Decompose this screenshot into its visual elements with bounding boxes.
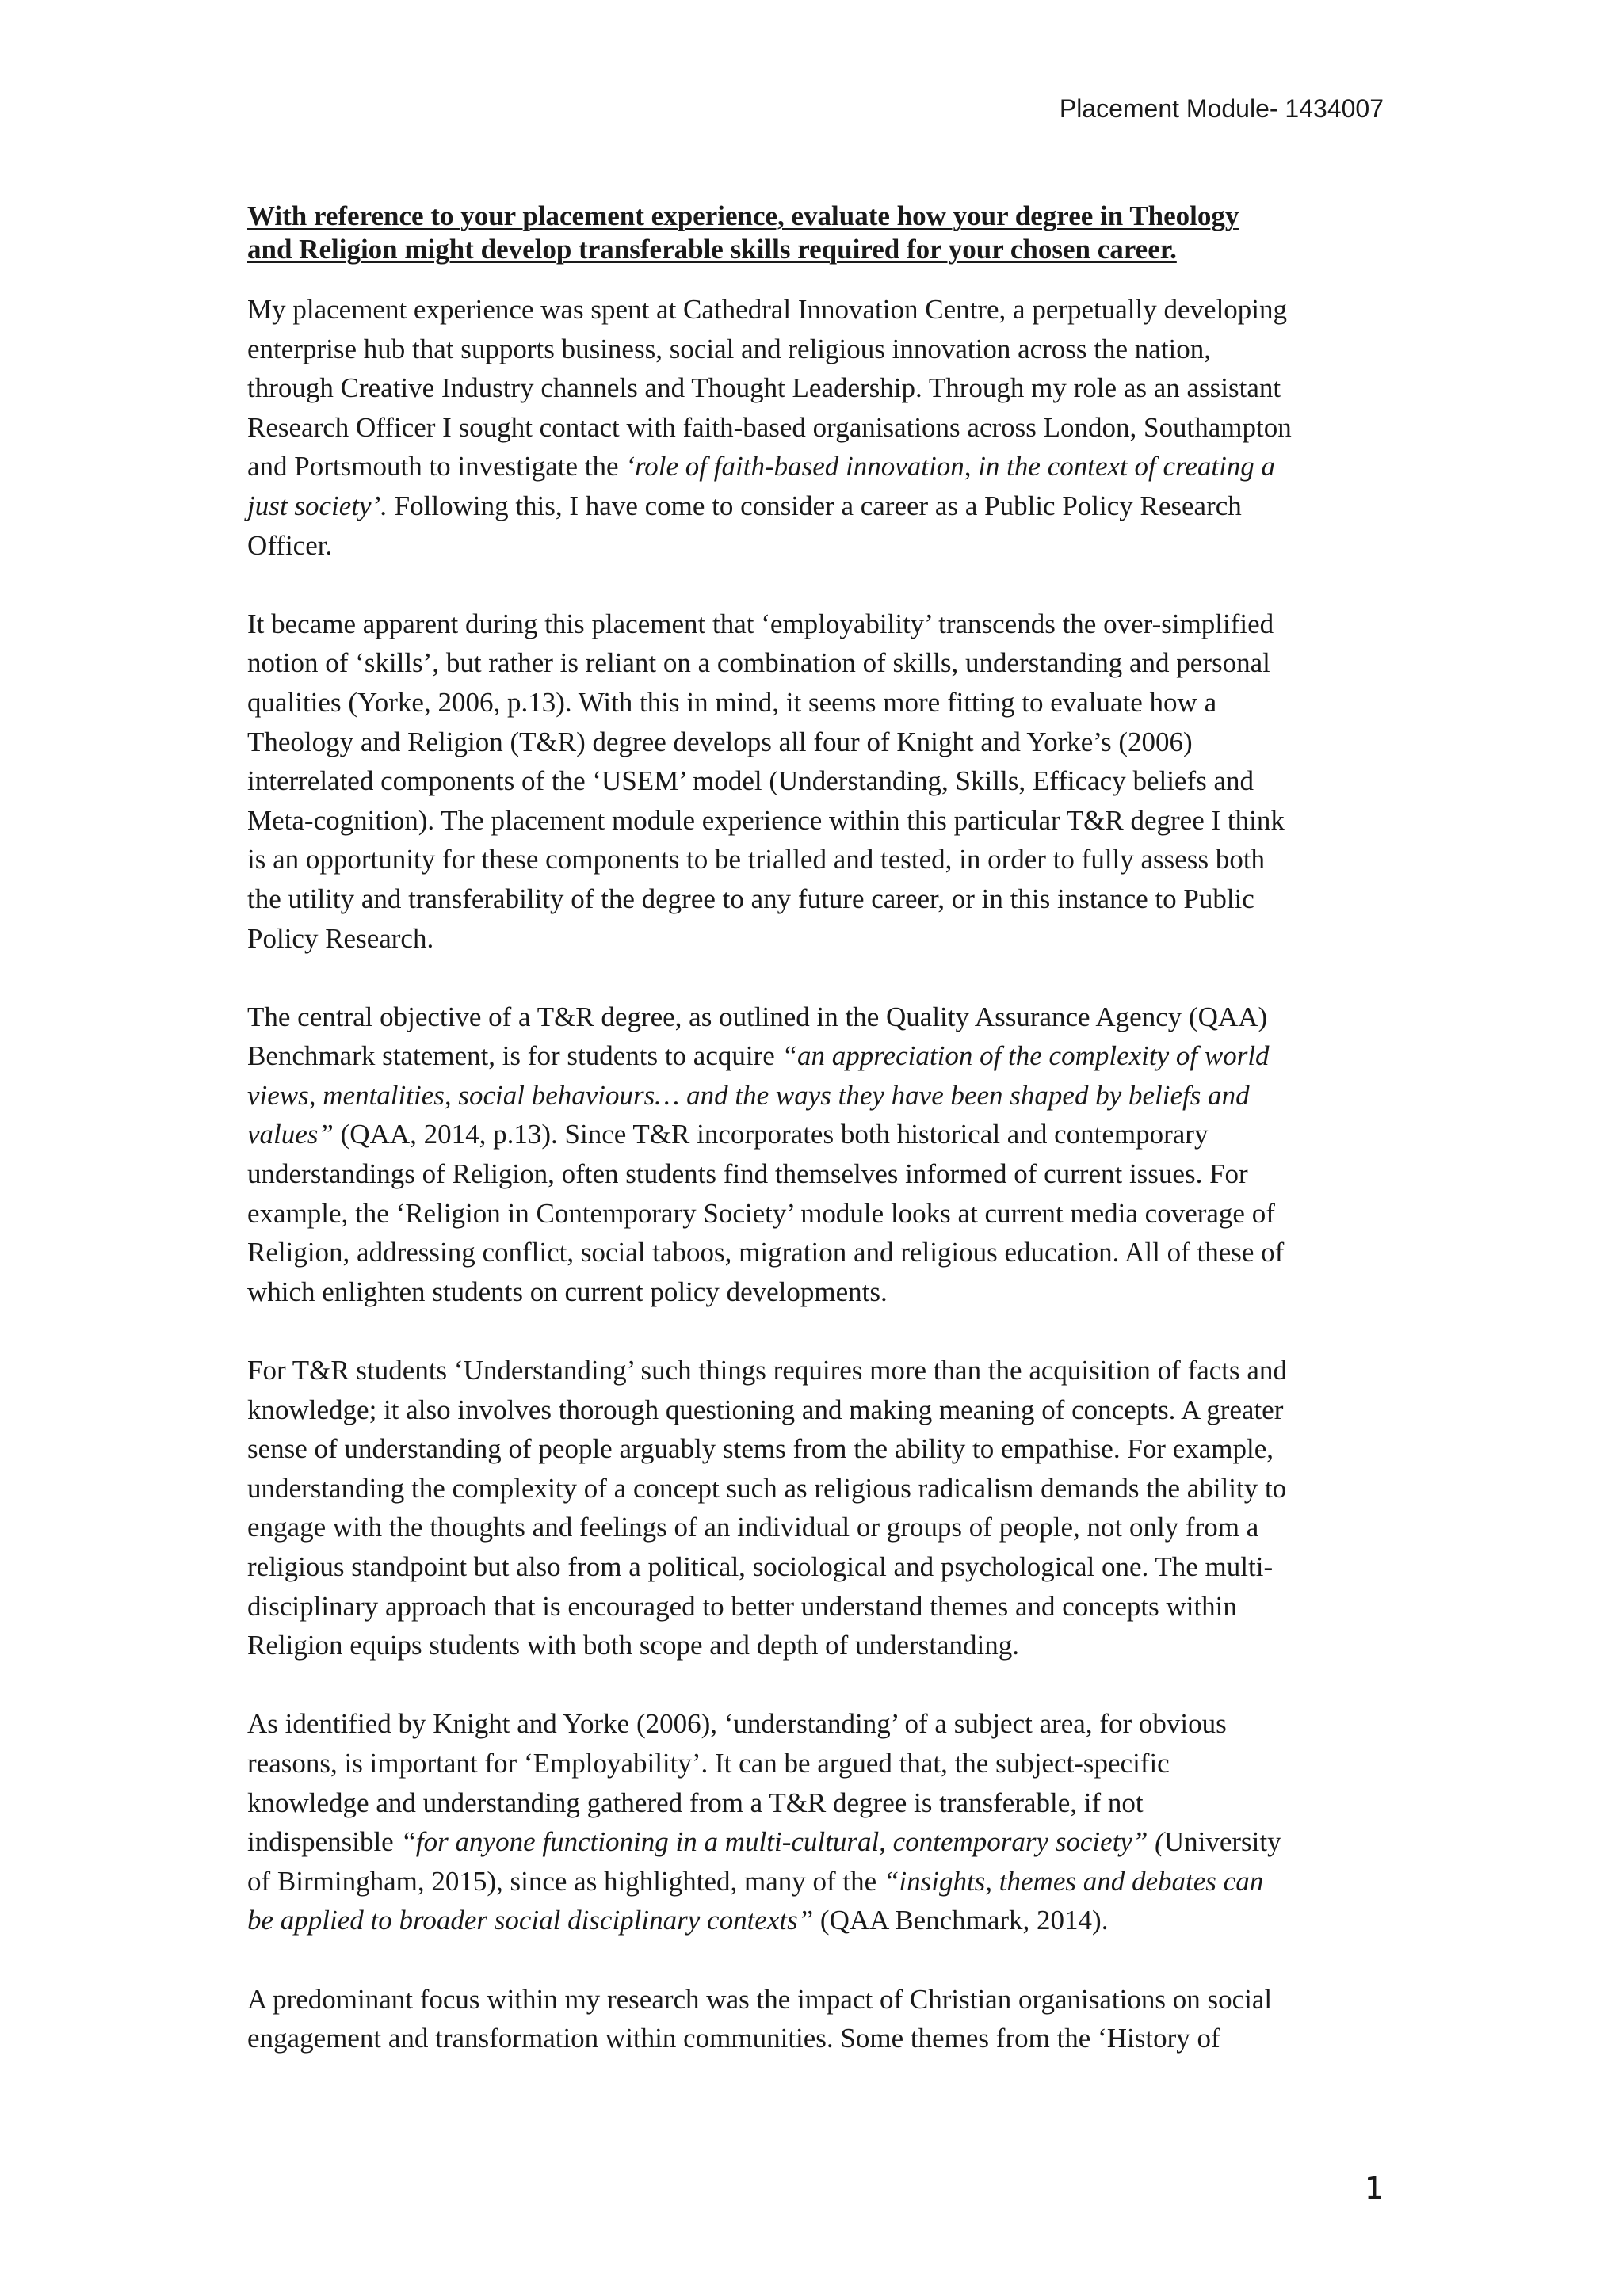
text-line xyxy=(247,723,1388,762)
text-line xyxy=(247,486,1388,526)
text-run: Religion equips students with both scope and depth of understanding. xyxy=(247,1630,1020,1661)
text-line xyxy=(247,879,1388,919)
italic-quote: “insights, themes and debates can xyxy=(883,1865,1264,1897)
text-run: which enlighten students on current policy developments. xyxy=(247,1276,888,1307)
text-run: reasons, is important for ‘Employability’. It can be argued that, the subject-specific xyxy=(247,1747,1170,1779)
paragraph xyxy=(247,605,1388,958)
text-run: religious standpoint but also from a political, sociological and psychological one. The multi- xyxy=(247,1551,1274,1582)
text-run: Officer. xyxy=(247,529,333,561)
text-run: Theology and Religion (T&R) degree develops all four of Knight and Yorke’s (2006) xyxy=(247,726,1193,757)
text-run: understandings of Religion, often students find themselves informed of current issues. For xyxy=(247,1158,1248,1190)
text-run: example, the ‘Religion in Contemporary Society’ module looks at current media coverage of xyxy=(247,1197,1275,1229)
text-run: through Creative Industry channels and Thought Leadership. Through my role as an assistant xyxy=(247,372,1281,404)
text-run: interrelated components of the ‘USEM’ model (Understanding, Skills, Efficacy beliefs and xyxy=(247,765,1254,797)
text-line xyxy=(247,290,1388,330)
text-run: sense of understanding of people arguably stems from the ability to empathise. For example, xyxy=(247,1433,1274,1465)
italic-quote: “an appreciation of the complexity of world xyxy=(781,1040,1270,1072)
text-run: University xyxy=(1163,1826,1281,1858)
text-line xyxy=(247,1901,1388,1940)
text-line xyxy=(247,1547,1388,1587)
paragraphs xyxy=(247,290,1388,2058)
text-run: engage with the thoughts and feelings of an individual or groups of people, not only from a xyxy=(247,1512,1259,1543)
text-run: understanding the complexity of a concept such as religious radicalism demands the ability to xyxy=(247,1472,1287,1504)
text-line xyxy=(247,605,1388,644)
text-run: Meta-cognition). The placement module experience within this particular T&R degree I think xyxy=(247,804,1285,836)
text-line xyxy=(247,1704,1388,1744)
text-run: Research Officer I sought contact with faith-based organisations across London, Southampton xyxy=(247,411,1292,443)
text-run: (QAA Benchmark, 2014). xyxy=(813,1905,1109,1936)
text-line xyxy=(247,1076,1388,1116)
text-line xyxy=(247,1115,1388,1154)
text-run: and Portsmouth to investigate the xyxy=(247,451,626,482)
text-run: Benchmark statement, is for students to acquire xyxy=(247,1040,782,1072)
text-run: It became apparent during this placement that ‘employability’ transcends the over-simplified xyxy=(247,608,1274,639)
italic-quote: just society’. xyxy=(247,490,388,521)
text-line xyxy=(247,1508,1388,1547)
italic-quote: “for anyone functioning in a multi-cultural, contemporary society” ( xyxy=(400,1826,1164,1858)
text-line xyxy=(247,1036,1388,1076)
running-header: Placement Module- 1434007 xyxy=(1059,94,1384,123)
text-run: Policy Research. xyxy=(247,922,434,954)
text-line xyxy=(247,1822,1388,1862)
text-line xyxy=(247,1862,1388,1901)
text-line xyxy=(247,526,1388,566)
text-line xyxy=(247,643,1388,683)
text-run: Religion, addressing conflict, social taboos, migration and religious education. All of these of xyxy=(247,1237,1285,1268)
text-run: knowledge and understanding gathered from a T&R degree is transferable, if not xyxy=(247,1787,1144,1818)
text-run: Following this, I have come to consider a career as a Public Policy Research xyxy=(387,490,1242,521)
text-line xyxy=(247,1744,1388,1783)
text-line xyxy=(247,1429,1388,1469)
text-line xyxy=(247,683,1388,723)
essay-title xyxy=(247,200,1388,266)
paragraph xyxy=(247,1351,1388,1665)
text-run: The central objective of a T&R degree, as outlined in the Quality Assurance Agency (QAA) xyxy=(247,1001,1268,1032)
text-line xyxy=(247,997,1388,1037)
italic-quote: ‘role of faith-based innovation, in the context of creating a xyxy=(625,451,1276,482)
italic-quote: values” xyxy=(247,1119,334,1150)
italic-quote: views, mentalities, social behaviours… and the ways they have been shaped by beliefs and xyxy=(247,1079,1250,1111)
text-line xyxy=(247,1587,1388,1627)
text-run: (QAA, 2014, p.13). Since T&R incorporates both historical and contemporary xyxy=(333,1119,1209,1150)
text-line xyxy=(247,1154,1388,1194)
text-run: disciplinary approach that is encouraged to better understand themes and concepts within xyxy=(247,1590,1237,1622)
text-run: of Birmingham, 2015), since as highlighted, many of the xyxy=(247,1865,884,1897)
paragraph xyxy=(247,290,1388,565)
text-run: notion of ‘skills’, but rather is reliant on a combination of skills, understanding and personal xyxy=(247,647,1270,679)
text-line xyxy=(247,1626,1388,1665)
page-number: 1 xyxy=(1364,2171,1384,2206)
text-run: For T&R students ‘Understanding’ such things requires more than the acquisition of facts and xyxy=(247,1355,1287,1386)
text-line xyxy=(247,840,1388,879)
text-line xyxy=(247,1980,1388,2019)
text-run: is an opportunity for these components to be trialled and tested, in order to fully assess both xyxy=(247,844,1266,875)
document-body xyxy=(247,200,1388,2097)
text-line xyxy=(247,1233,1388,1272)
text-line xyxy=(247,2019,1388,2058)
text-run: engagement and transformation within communities. Some themes from the ‘History of xyxy=(247,2023,1220,2054)
text-run: As identified by Knight and Yorke (2006), ‘understanding’ of a subject area, for obvious xyxy=(247,1708,1227,1740)
paragraph xyxy=(247,1704,1388,1940)
text-line xyxy=(247,1469,1388,1508)
text-line xyxy=(247,761,1388,801)
essay-title-line: and Religion might develop transferable skills required for your chosen career. xyxy=(247,234,1177,265)
italic-quote: be applied to broader social disciplinary contexts” xyxy=(247,1905,814,1936)
text-line xyxy=(247,801,1388,841)
text-run: the utility and transferability of the degree to any future career, or in this instance to Public xyxy=(247,883,1254,914)
text-line xyxy=(247,919,1388,959)
text-line xyxy=(247,447,1388,486)
paragraph xyxy=(247,1980,1388,2058)
paragraph xyxy=(247,997,1388,1312)
essay-title-line: With reference to your placement experience, evaluate how your degree in Theology xyxy=(247,200,1239,231)
text-line xyxy=(247,1351,1388,1390)
text-run: indispensible xyxy=(247,1826,401,1858)
text-line xyxy=(247,1194,1388,1234)
text-run: A predominant focus within my research was the impact of Christian organisations on social xyxy=(247,1983,1273,2015)
text-line xyxy=(247,408,1388,448)
text-line xyxy=(247,368,1388,408)
text-run: qualities (Yorke, 2006, p.13). With this in mind, it seems more fitting to evaluate how a xyxy=(247,686,1217,718)
text-run: enterprise hub that supports business, social and religious innovation across the nation, xyxy=(247,333,1212,364)
text-run: knowledge; it also involves thorough questioning and making meaning of concepts. A greater xyxy=(247,1394,1284,1425)
text-line xyxy=(247,1783,1388,1823)
text-run: My placement experience was spent at Cathedral Innovation Centre, a perpetually developing xyxy=(247,294,1288,325)
text-line xyxy=(247,1390,1388,1430)
text-line xyxy=(247,330,1388,369)
text-line xyxy=(247,1272,1388,1312)
